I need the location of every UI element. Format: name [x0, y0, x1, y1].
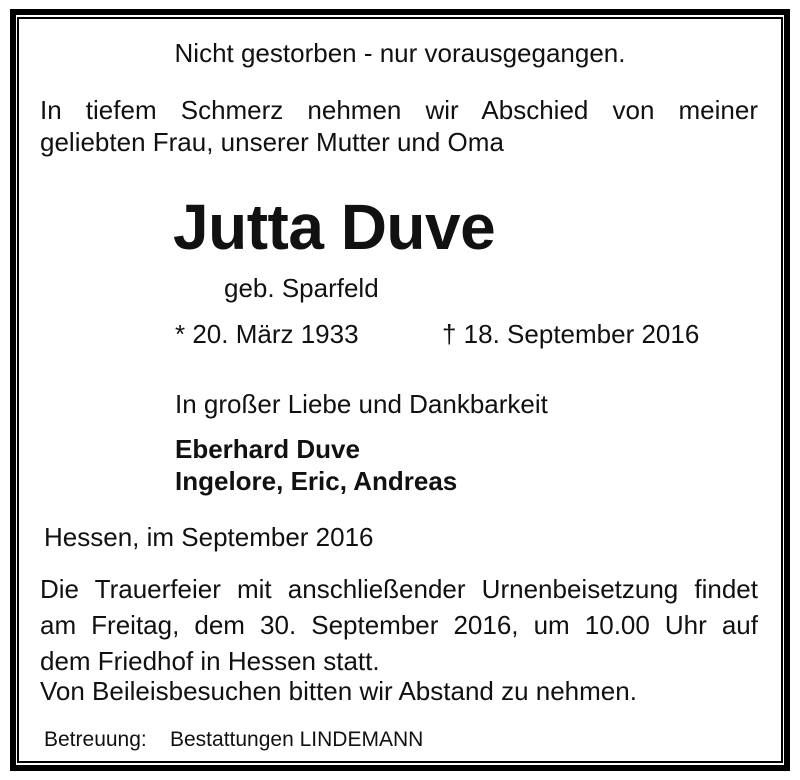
intro-line-2: geliebten Frau, unserer Mutter und Oma — [40, 127, 504, 157]
mourner-line-2: Ingelore, Eric, Andreas — [175, 466, 458, 496]
ceremony-line-4: Von Beileisbesuchen bitten wir Abstand zu nehmen. — [40, 676, 637, 706]
ceremony-line-1: Die Trauerfeier mit anschließender Urnenbeisetzung findet — [40, 574, 758, 604]
footer-label: Betreuung: — [44, 728, 147, 751]
intro-line-1: In tiefem Schmerz nehmen wir Abschied von meiner — [40, 95, 758, 125]
motto: Nicht gestorben - nur vorausgegangen. — [174, 38, 626, 68]
mourners-intro: In großer Liebe und Dankbarkeit — [175, 389, 548, 419]
ceremony-line-2: am Freitag, dem 30. September 2016, um 10.00 Uhr auf — [40, 610, 758, 640]
maiden-name: geb. Sparfeld — [224, 273, 379, 303]
ceremony-line-3: dem Friedhof in Hessen statt. — [40, 646, 380, 676]
footer-company: Bestattungen LINDEMANN — [170, 728, 424, 751]
place-date: Hessen, im September 2016 — [44, 522, 374, 552]
death-date: † 18. September 2016 — [442, 319, 700, 349]
mourner-line-1: Eberhard Duve — [175, 434, 360, 464]
deceased-name: Jutta Duve — [173, 191, 496, 263]
birth-date: * 20. März 1933 — [175, 319, 359, 349]
